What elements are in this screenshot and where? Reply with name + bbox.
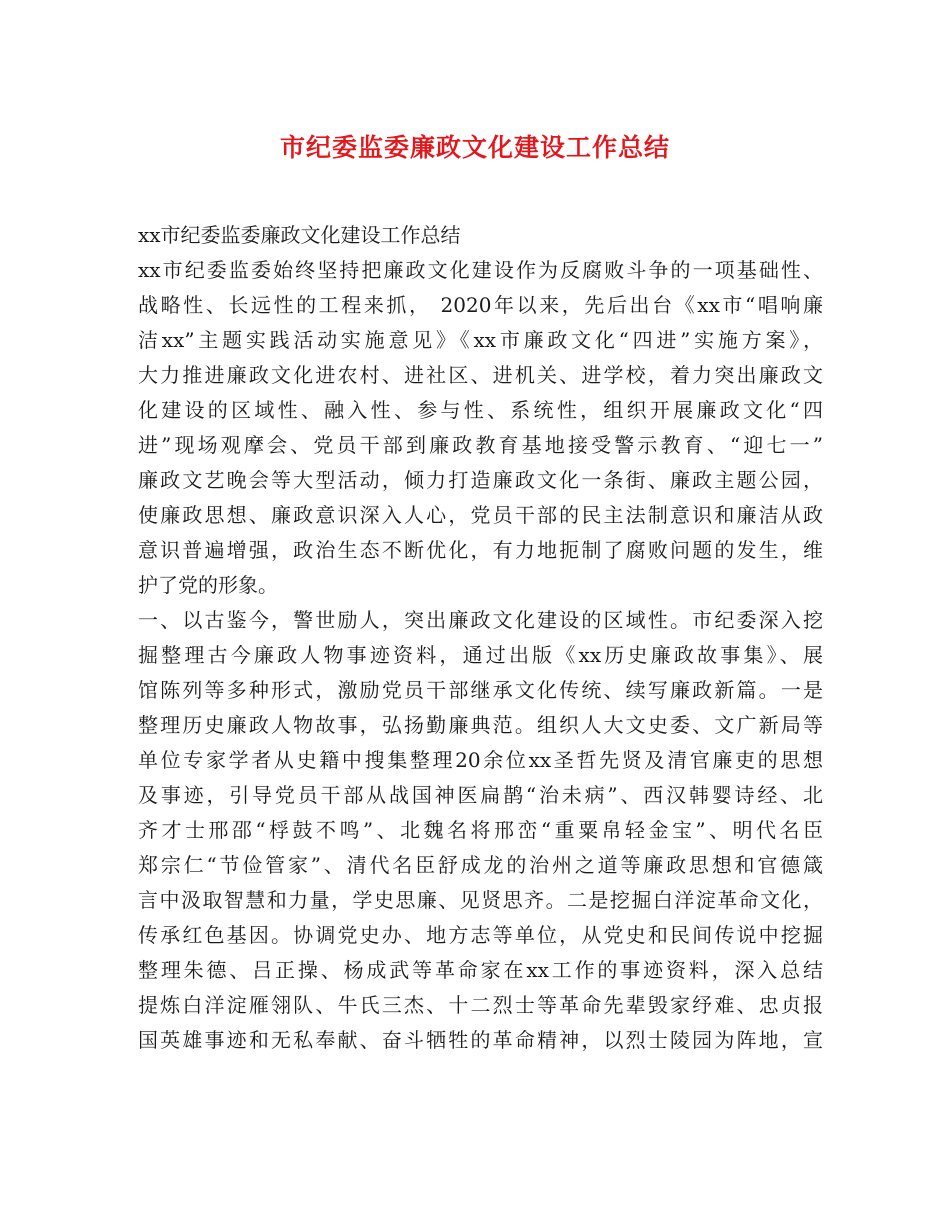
- body-line: xx市纪委监委始终坚持把廉政文化建设作为反腐败斗争的一项基础性、: [138, 258, 823, 282]
- body-line: 提炼白洋淀雁翎队、牛氏三杰、十二烈士等革命先辈毁家纾难、忠贞报: [138, 993, 823, 1017]
- body-line: 一、以古鉴今，警世励人，突出廉政文化建设的区域性。市纪委深入挖: [138, 608, 823, 632]
- body-line: 国英雄事迹和无私奉献、奋斗牺牲的革命精神，以烈士陵园为阵地，宣: [138, 1028, 823, 1052]
- body-line: 大力推进廉政文化进农村、进社区、进机关、进学校，着力突出廉政文: [138, 363, 823, 387]
- body-line: 掘整理古今廉政人物事迹资料，通过出版《xx历史廉政故事集》、展: [138, 643, 823, 667]
- body-line: 单位专家学者从史籍中搜集整理20余位xx圣哲先贤及清官廉吏的思想: [138, 748, 823, 772]
- body-line: xx市纪委监委廉政文化建设工作总结: [138, 223, 461, 247]
- body-line: 化建设的区域性、融入性、参与性、系统性，组织开展廉政文化“四: [138, 398, 823, 422]
- body-line: 意识普遍增强，政治生态不断优化，有力地扼制了腐败问题的发生，维: [138, 538, 823, 562]
- body-line: 护了党的形象。: [138, 573, 278, 597]
- body-line: 馆陈列等多种形式，激励党员干部继承文化传统、续写廉政新篇。一是: [138, 678, 823, 702]
- body-line: 使廉政思想、廉政意识深入人心，党员干部的民主法制意识和廉洁从政: [138, 503, 823, 527]
- body-line: 传承红色基因。协调党史办、地方志等单位，从党史和民间传说中挖掘: [138, 923, 823, 947]
- body-line: 言中汲取智慧和力量，学史思廉、见贤思齐。二是挖掘白洋淀革命文化，: [138, 888, 823, 912]
- body-line: 洁xx”主题实践活动实施意见》《xx市廉政文化“四进”实施方案》，: [138, 328, 823, 352]
- document-title: 市纪委监委廉政文化建设工作总结: [279, 133, 670, 162]
- body-line: 郑宗仁“节俭管家”、清代名臣舒成龙的治州之道等廉政思想和官德箴: [138, 853, 823, 877]
- body-line: 及事迹，引导党员干部从战国神医扁鹊“治未病”、西汉韩婴诗经、北: [138, 783, 823, 807]
- document-body: [138, 218, 823, 1058]
- body-line: 整理历史廉政人物故事，弘扬勤廉典范。组织人大文史委、文广新局等: [138, 713, 823, 737]
- body-line: 进”现场观摩会、党员干部到廉政教育基地接受警示教育、“迎七一”: [138, 433, 823, 457]
- body-line: 战略性、长远性的工程来抓， 2020年以来，先后出台《xx市“唱响廉: [138, 293, 823, 317]
- body-line: 廉政文艺晚会等大型活动，倾力打造廉政文化一条街、廉政主题公园，: [138, 468, 823, 492]
- body-line: 齐才士邢邵“桴鼓不鸣”、北魏名将邢峦“重粟帛轻金宝”、明代名臣: [138, 818, 823, 842]
- body-line: 整理朱德、吕正操、杨成武等革命家在xx工作的事迹资料，深入总结: [138, 958, 823, 982]
